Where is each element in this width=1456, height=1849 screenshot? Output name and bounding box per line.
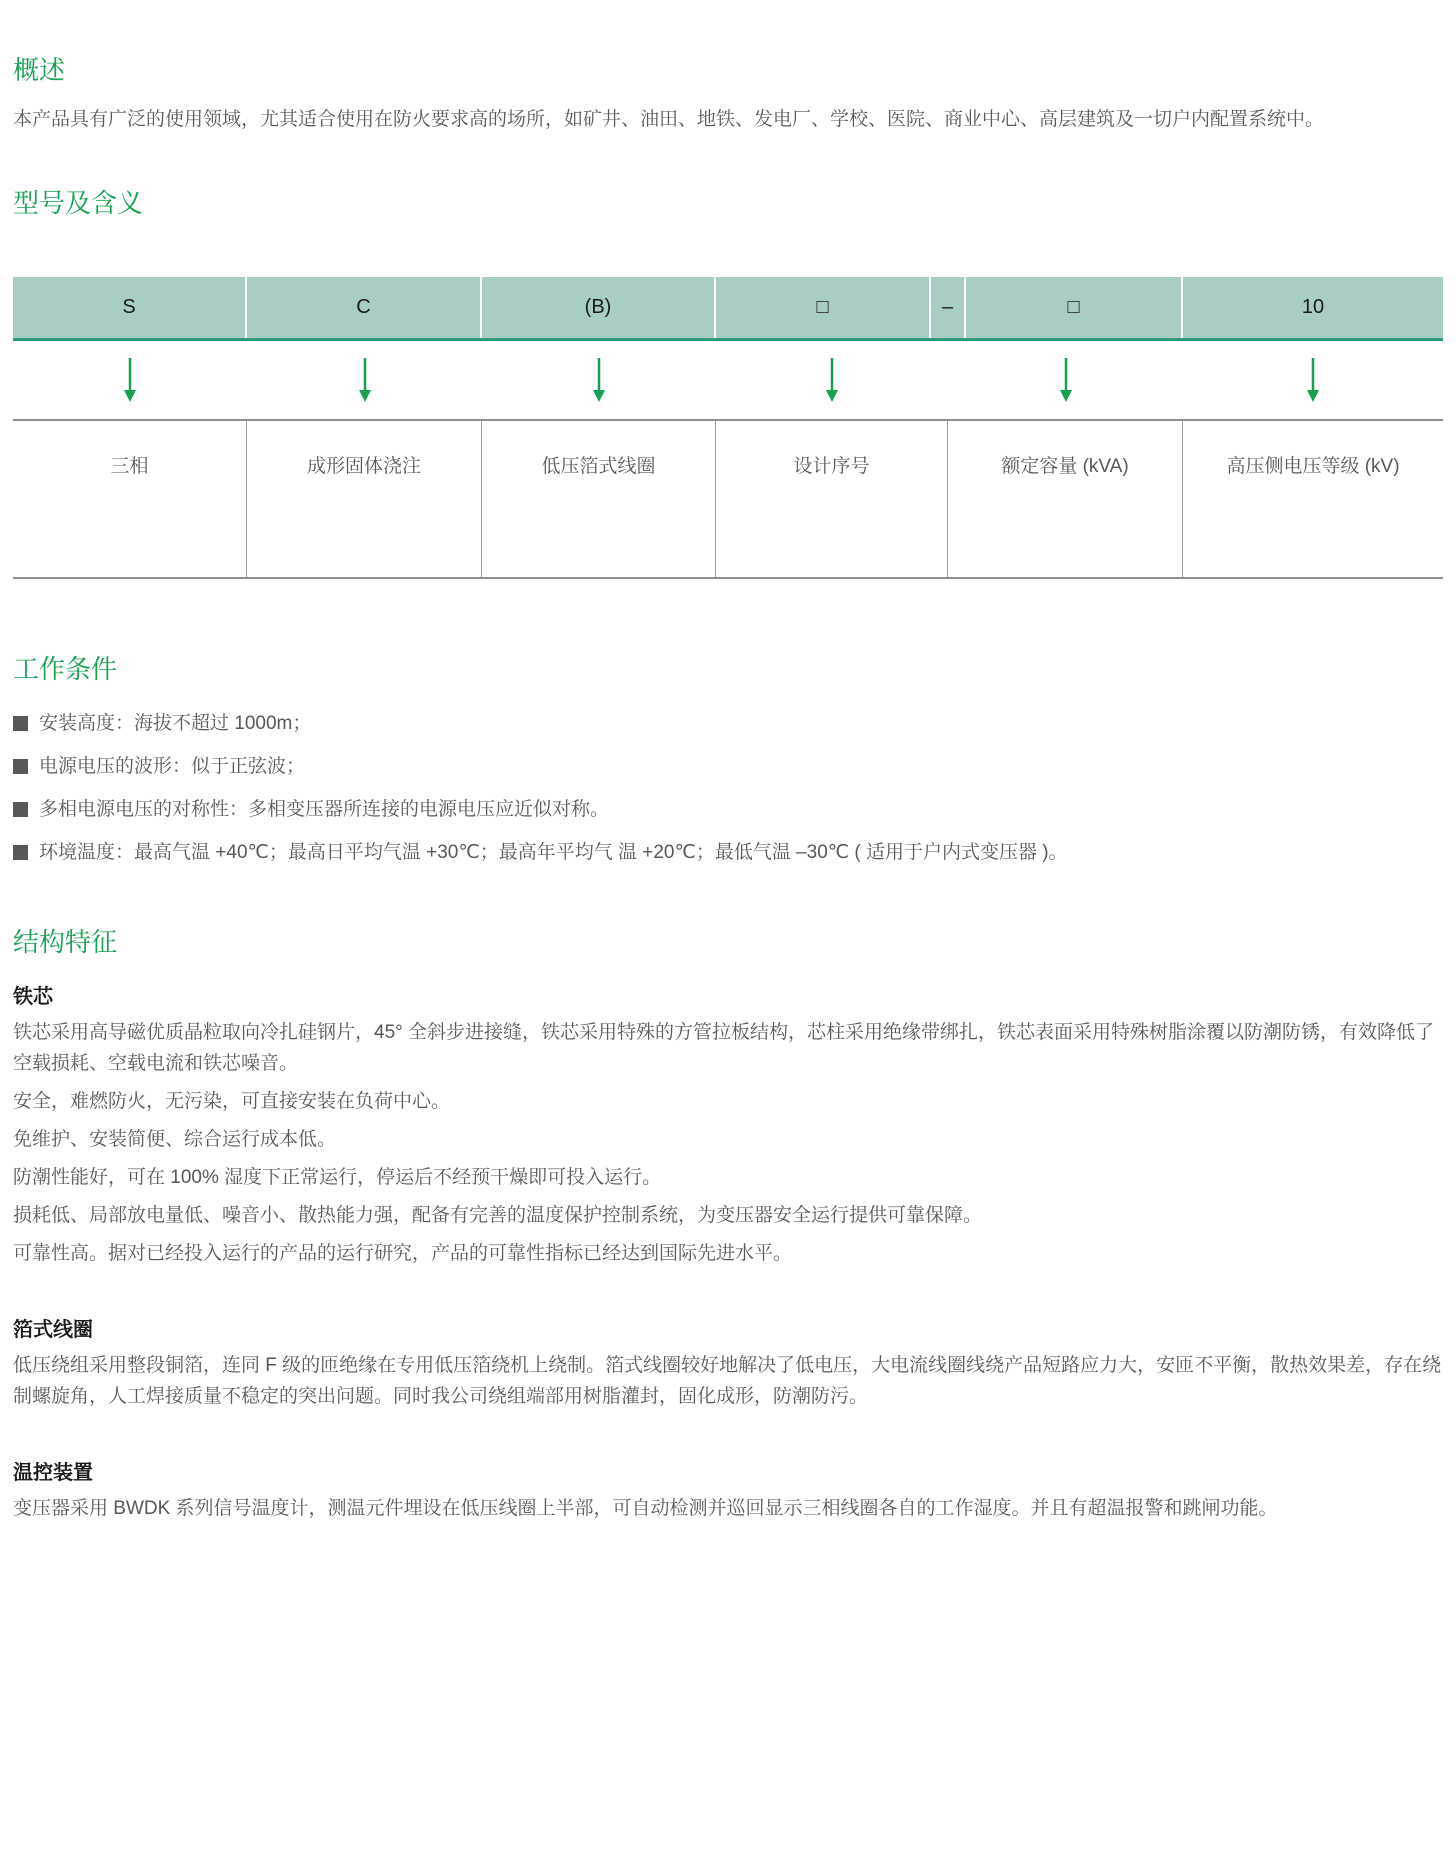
model-arrow-row	[13, 341, 1443, 419]
paragraph: 可靠性高。据对已经投入运行的产品的运行研究，产品的可靠性指标已经达到国际先进水平。	[13, 1243, 793, 1264]
section-heading-structure: 结构特征	[13, 927, 118, 957]
model-meaning-cell-phase: 三相	[13, 421, 247, 577]
subsection-temperature-control	[13, 1460, 1443, 1524]
overview-text: 本产品具有广泛的使用领域，尤其适合使用在防火要求高的场所，如矿井、油田、地铁、发电厂、学校、医院、商业中心、高层建筑及一切户内配置系统中。	[13, 109, 1325, 130]
down-arrow-icon	[122, 358, 138, 402]
list-item-text: 环境温度：最高气温 +40℃；最高日平均气温 +30℃；最高年平均气 温 +20℃；最低气温 –30℃ ( 适用于户内式变压器 )。	[39, 842, 1068, 863]
down-arrow-icon	[824, 358, 840, 402]
model-code-cell-10: 10	[1301, 296, 1325, 318]
section-heading-model: 型号及含义	[13, 188, 144, 218]
list-item	[13, 756, 1443, 778]
model-code-cell-box1: □	[716, 277, 931, 338]
model-meaning-row	[13, 419, 1443, 579]
down-arrow-icon	[1305, 358, 1321, 402]
model-meaning-cell-rated-capacity: 额定容量 (kVA)	[948, 421, 1183, 577]
paragraph: 免维护、安装简便、综合运行成本低。	[13, 1129, 337, 1150]
subsection-title-foil-coil: 箔式线圈	[13, 1319, 93, 1341]
paragraph: 安全，难燃防火，无污染，可直接安装在负荷中心。	[13, 1091, 451, 1112]
subsection-core	[13, 984, 1443, 1269]
list-item	[13, 842, 1443, 864]
model-meaning-cell-design-serial: 设计序号	[716, 421, 948, 577]
model-meaning-cell-cast: 成形固体浇注	[247, 421, 482, 577]
list-item	[13, 799, 1443, 821]
model-code-cell-b: (B)	[482, 277, 716, 338]
square-bullet-icon	[13, 716, 28, 731]
list-item-text: 多相电源电压的对称性：多相变压器所连接的电源电压应近似对称。	[39, 799, 610, 820]
model-code-cell-dash: –	[931, 277, 966, 338]
paragraph: 低压绕组采用整段铜箔，连同 F 级的匝绝缘在专用低压箔绕机上绕制。箔式线圈较好地解决了低电压，大电流线圈线绕产品短路应力大，安匝不平衡，散热效果差，存在绕制螺旋角，人工焊接质量不稳定的突出问题。同时我公司绕组端部用树脂灌封，固化成形，防潮防污。	[13, 1355, 1442, 1407]
subsection-title-temperature-control: 温控装置	[13, 1462, 93, 1484]
list-item	[13, 713, 1443, 735]
working-conditions-list	[13, 713, 1443, 864]
section-heading-overview: 概述	[13, 55, 66, 85]
paragraph: 损耗低、局部放电量低、噪音小、散热能力强，配备有完善的温度保护控制系统，为变压器安全运行提供可靠保障。	[13, 1205, 983, 1226]
model-code-row	[13, 277, 1443, 341]
down-arrow-icon	[591, 358, 607, 402]
paragraph: 防潮性能好，可在 100% 湿度下正常运行，停运后不经预干燥即可投入运行。	[13, 1167, 662, 1188]
down-arrow-icon	[1058, 358, 1074, 402]
model-code-cell-s: S	[13, 277, 247, 338]
section-heading-working-conditions: 工作条件	[13, 654, 118, 684]
model-designation-table	[13, 277, 1443, 579]
model-meaning-cell-hv-voltage: 高压侧电压等级 (kV)	[1226, 456, 1400, 477]
subsection-foil-coil	[13, 1317, 1443, 1412]
list-item-text: 电源电压的波形：似于正弦波；	[39, 756, 306, 777]
subsection-title-core: 铁芯	[13, 986, 53, 1008]
paragraph: 变压器采用 BWDK 系列信号温度计，测温元件埋设在低压线圈上半部，可自动检测并巡回显示三相线圈各自的工作湿度。并且有超温报警和跳闸功能。	[13, 1498, 1278, 1519]
model-code-cell-c: C	[247, 277, 482, 338]
down-arrow-icon	[357, 358, 373, 402]
model-code-cell-box2: □	[966, 277, 1183, 338]
model-meaning-cell-foil: 低压箔式线圈	[482, 421, 716, 577]
square-bullet-icon	[13, 759, 28, 774]
paragraph: 铁芯采用高导磁优质晶粒取向冷扎硅钢片，45° 全斜步进接缝，铁芯采用特殊的方管拉板结构，芯柱采用绝缘带绑扎，铁芯表面采用特殊树脂涂覆以防潮防锈，有效降低了空载损耗、空载电流和铁芯噪音。	[13, 1022, 1435, 1074]
list-item-text: 安装高度：海拔不超过 1000m；	[39, 713, 312, 734]
square-bullet-icon	[13, 845, 28, 860]
square-bullet-icon	[13, 802, 28, 817]
